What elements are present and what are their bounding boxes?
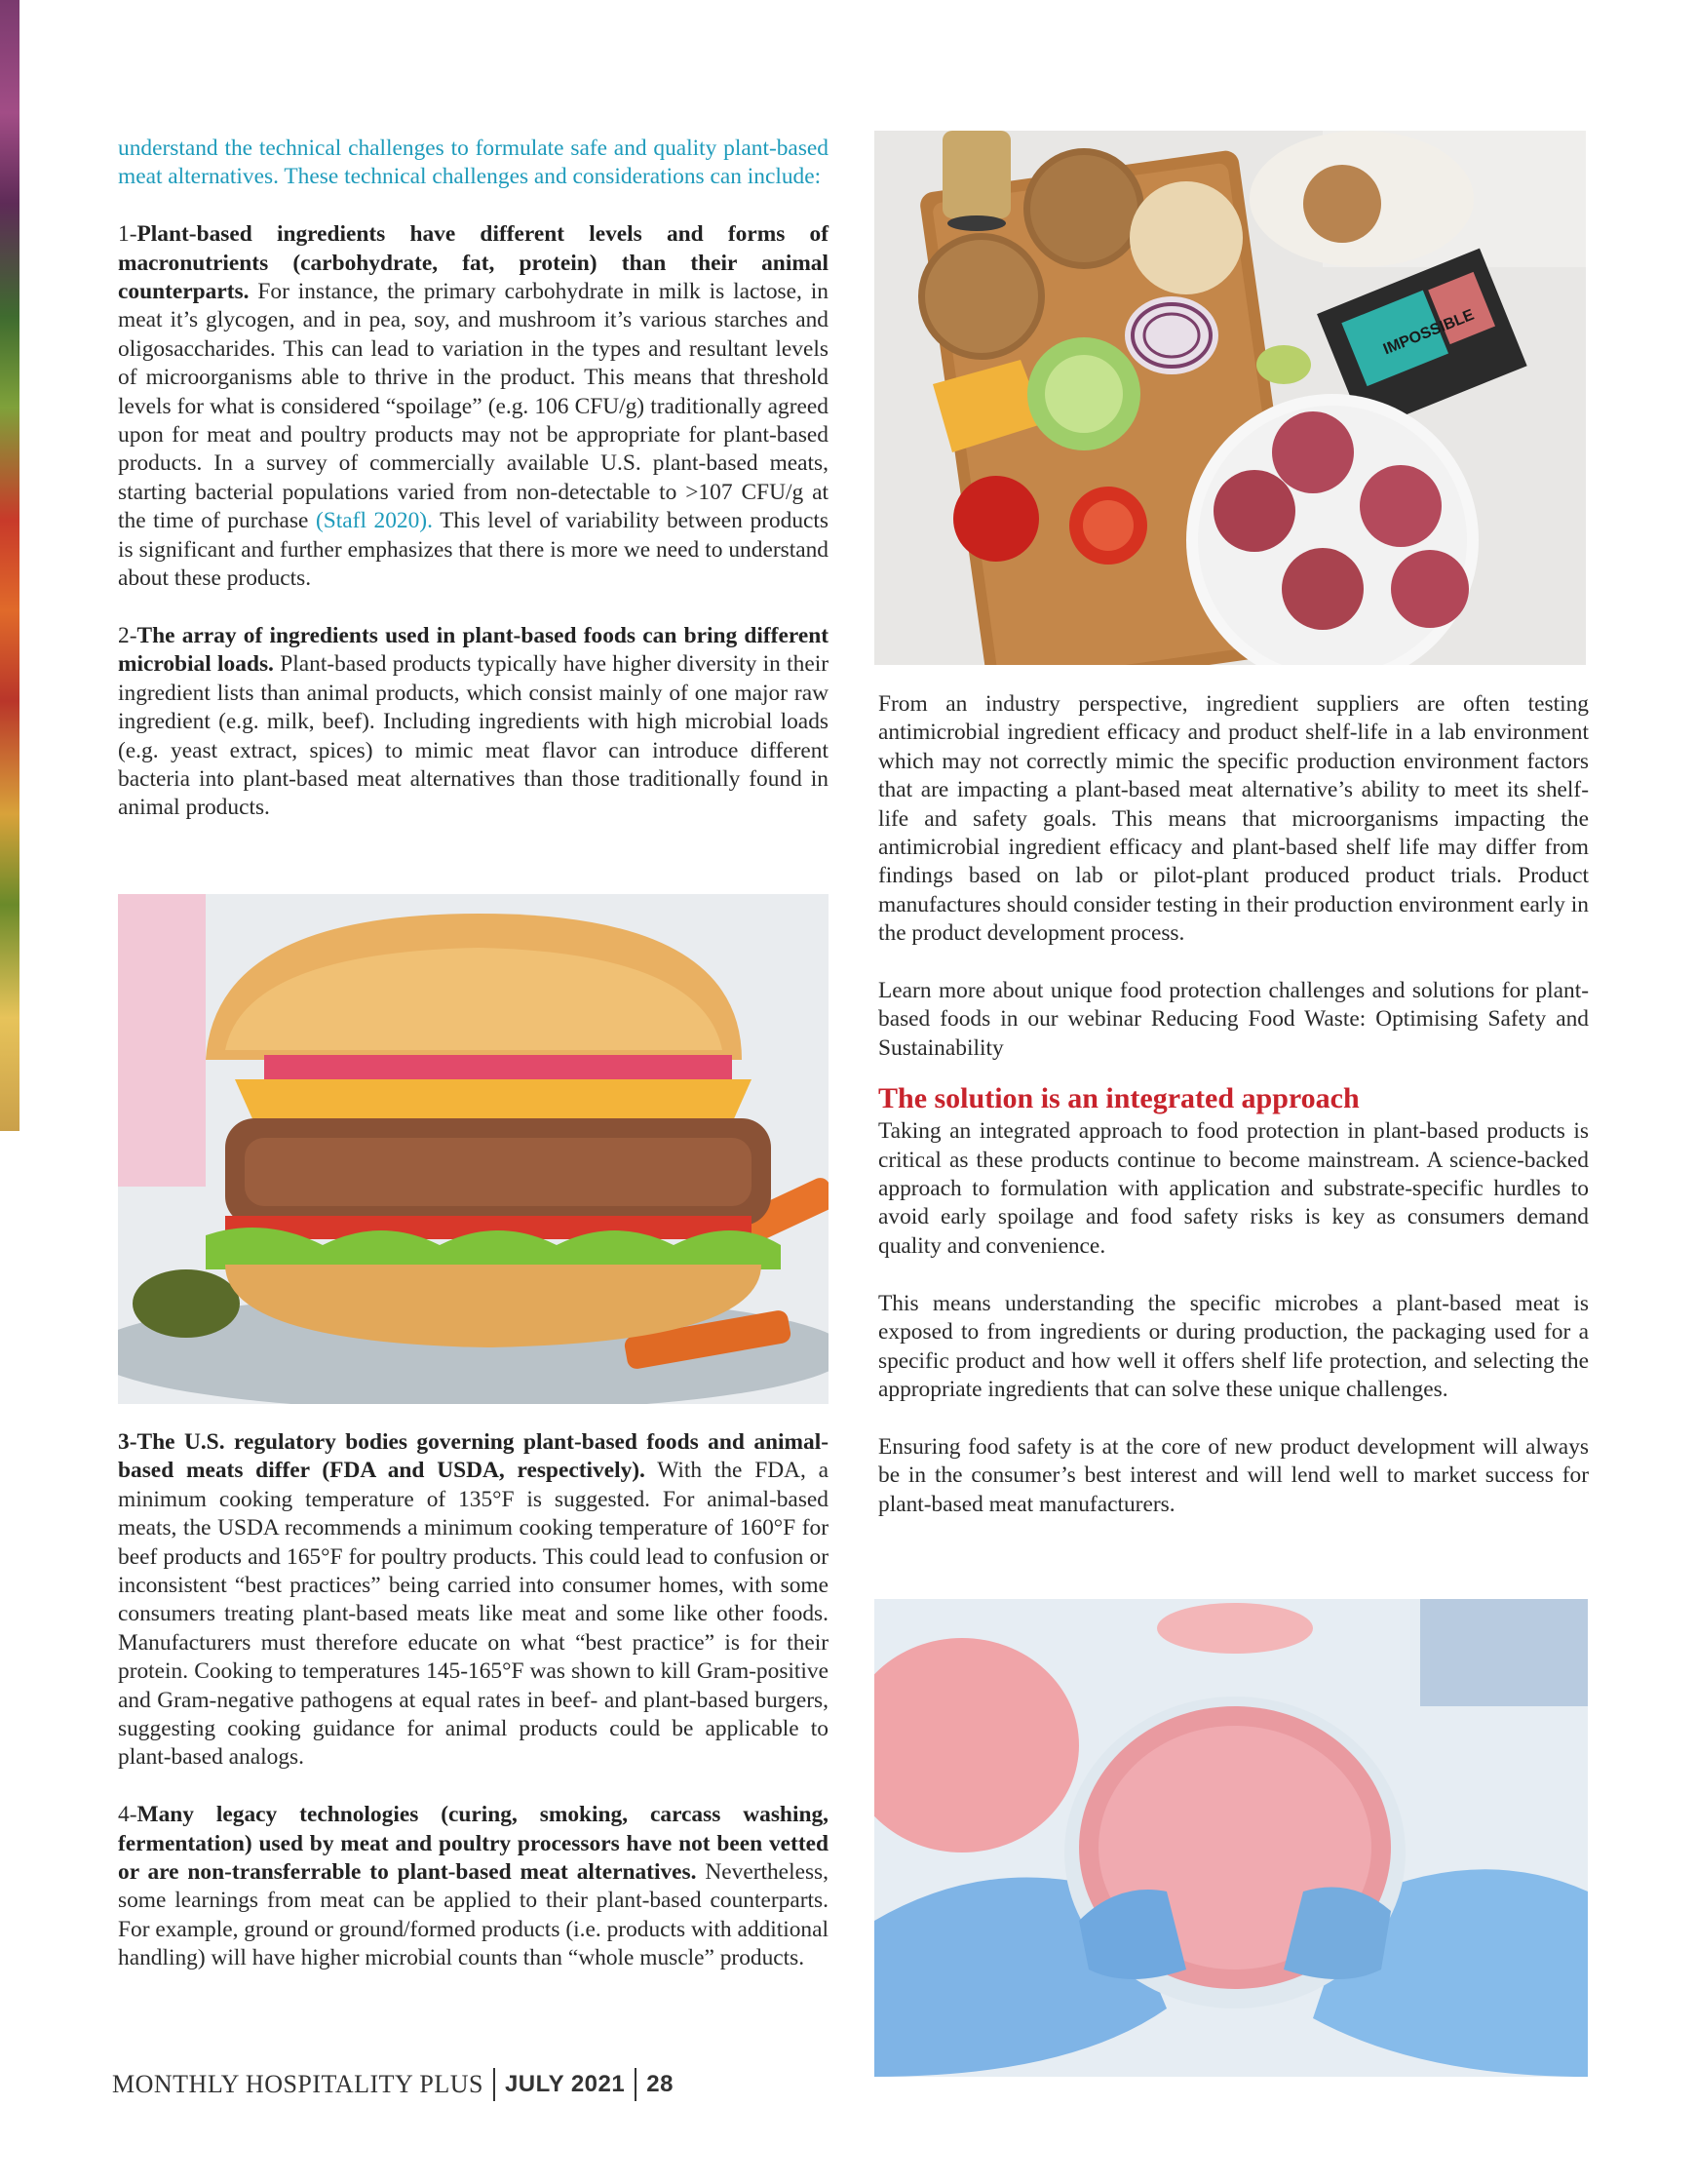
- lead-paragraph: understand the technical challenges to formulate safe and quality plant-based meat alternatives. These technical challenges and considerations can include:: [118, 136, 829, 190]
- point-4: 4-Many legacy technologies (curing, smoking, carcass washing, fermentation) used by meat and poultry processors have not been vetted or are non-transferrable to plant-based meat alternatives. Nevertheless, some learnings from meat can be applied to their plant-based counterparts. For example, ground or ground/formed products (i.e. products with additional handling) will have higher microbial counts than “whole muscle” products.: [118, 1802, 829, 1971]
- right-column: [878, 690, 1589, 1519]
- edge-produce-photo-strip: [0, 0, 19, 1131]
- section-heading: The solution is an integrated approach: [878, 1082, 1360, 1115]
- left-column-lower: [118, 1428, 829, 1973]
- right-paragraph-5: Ensuring food safety is at the core of new product development will always be in the consumer’s best interest and will lend well to market success for plant-based meat manufacturers.: [878, 1433, 1589, 1517]
- footer-divider: [635, 2068, 636, 2101]
- citation-link[interactable]: (Stafl 2020).: [315, 508, 433, 534]
- package-label: IMPOSSIBLE: [1380, 306, 1477, 359]
- plant-based-burger-photo: [118, 894, 829, 1404]
- page-footer: [112, 2065, 674, 2104]
- right-paragraph-1: From an industry perspective, ingredient suppliers are often testing antimicrobial ingredient efficacy and product shelf-life in a lab environment which may not correctly mimic the specific production environment factors that are impacting a plant-based meat alternative’s ability to meet its shelf-life and safety goals. This means that microorganisms impacting the antimicrobial ingredient efficacy and plant-based shelf life may differ from findings based on lab or pilot-plant produced product trials. Product manufactures should consider testing in their production environment early in the product development process.: [878, 691, 1589, 947]
- issue-date: JULY 2021: [504, 2071, 626, 2097]
- point-4-heading: Many legacy technologies (curing, smoking, carcass washing, fermentation) used by meat and poultry processors have not been vetted or are non-transferrable to plant-based meat alternatives.: [118, 1802, 829, 1886]
- point-2: 2-The array of ingredients used in plant-based foods can bring different microbial loads. Plant-based products typically have higher diversity in their ingredient lists than animal products, which consist mainly of one major raw ingredient (e.g. milk, beef). Including ingredients with high microbial loads (e.g. yeast extract, spices) to mimic meat flavor can introduce different bacteria into plant-based meat alternatives than those traditionally found in animal products.: [118, 622, 829, 821]
- point-2-heading: The array of ingredients used in plant-based foods can bring different microbial loads.: [118, 622, 829, 678]
- point-1-heading: Plant-based ingredients have different levels and forms of macronutrients (carbohydrate, fat, protein) than their animal counterparts.: [118, 221, 829, 305]
- right-paragraph-2: Learn more about unique food protection challenges and solutions for plant-based foods in our webinar Reducing Food Waste: Optimising Safety and Sustainability: [878, 978, 1589, 1061]
- right-paragraph-3: Taking an integrated approach to food protection in plant-based products is critical as these products continue to become mainstream. A science-backed approach to formulation with application and substrate-specific hurdles to avoid early spoilage and food safety risks is key as consumers demand quality and convenience.: [878, 1118, 1589, 1259]
- left-column: [118, 135, 829, 823]
- point-3-heading: 3-The U.S. regulatory bodies governing plant-based foods and animal-based meats differ (FDA and USDA, respectively).: [118, 1429, 829, 1484]
- right-paragraph-4: This means understanding the specific microbes a plant-based meat is exposed to from ingredients or during production, the packaging used for a specific product and how well it offers shelf life protection, and selecting the appropriate ingredients that can solve these unique challenges.: [878, 1290, 1589, 1402]
- lab-petri-dish-photo: [874, 1599, 1588, 2077]
- publication-name: MONTHLY HOSPITALITY PLUS: [112, 2070, 483, 2098]
- footer-divider: [493, 2068, 495, 2101]
- point-3: 3-The U.S. regulatory bodies governing plant-based foods and animal-based meats differ (FDA and USDA, respectively). With the FDA, a minimum cooking temperature of 135°F is suggested. For animal-based meats, the USDA recommends a minimum cooking temperature of 160°F for beef products and 165°F for poultry products. This could lead to confusion or inconsistent “best practices” being carried into consumer homes, with some consumers treating plant-based meats like meat and some like other foods. Manufacturers must therefore educate on what “best practice” is for their protein. Cooking to temperatures 145-165°F was shown to kill Gram-positive and Gram-negative pathogens at equal rates in beef- and plant-based burgers, suggesting cooking guidance for animal products could be applicable to plant-based analogs.: [118, 1429, 829, 1771]
- page-number: 28: [646, 2071, 674, 2097]
- ingredients-flatlay-photo: [874, 131, 1586, 665]
- point-1: 1-Plant-based ingredients have different levels and forms of macronutrients (carbohydrate, fat, protein) than their animal counterparts. For instance, the primary carbohydrate in milk is lactose, in meat it’s glycogen, and in pea, soy, and mushroom it’s various starches and oligosaccharides. This can lead to variation in the types and resultant levels of microorganisms able to thrive in the product. This means that threshold levels for what is considered “spoilage” (e.g. 106 CFU/g) traditionally agreed upon for meat and poultry products may not be appropriate for plant-based products. In a survey of commercially available U.S. plant-based meats, starting bacterial populations varied from non-detectable to >107 CFU/g at the time of purchase (Stafl 2020). This level of variability between products is significant and further emphasizes that there is more we need to understand about these products.: [118, 221, 829, 592]
